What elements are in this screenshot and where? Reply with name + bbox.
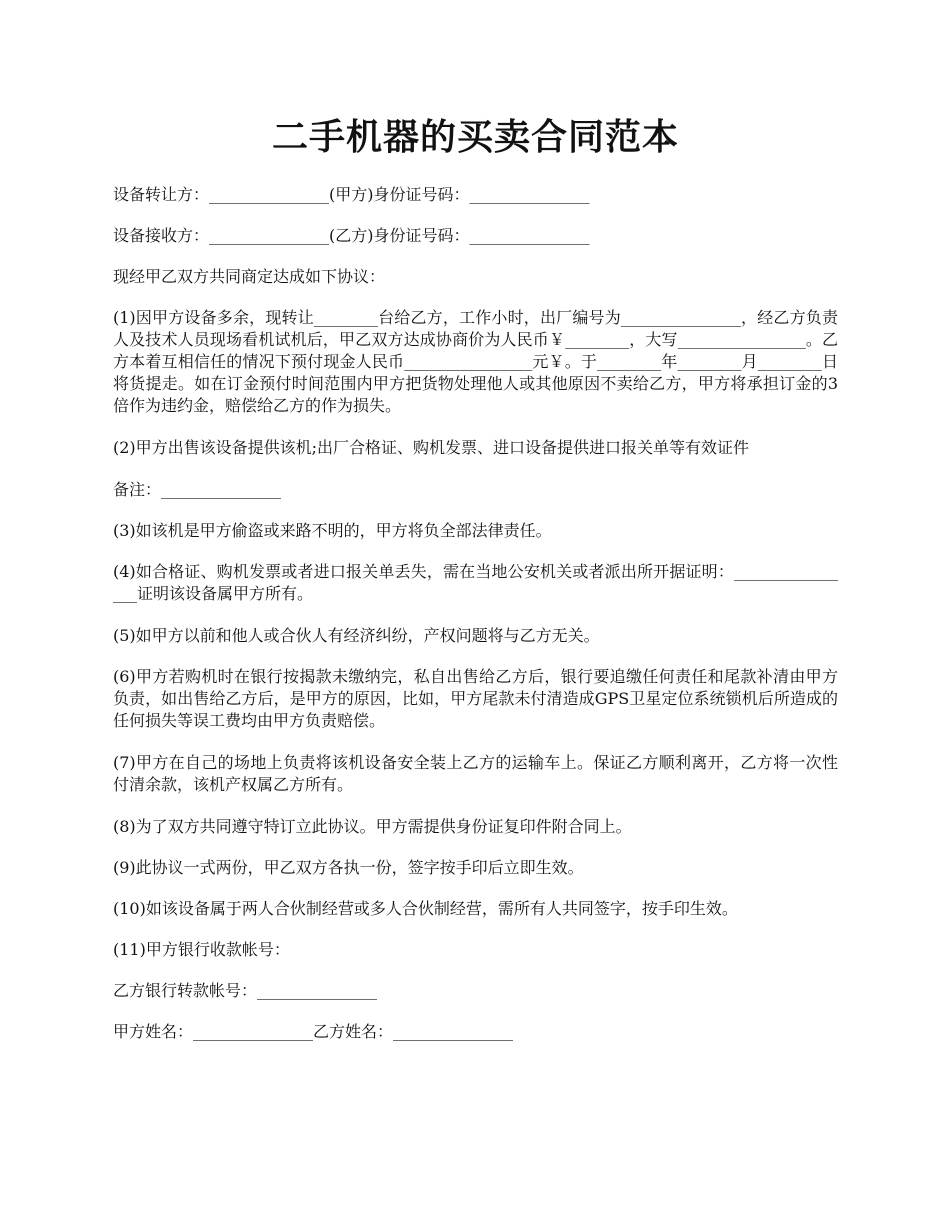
remarks-line: 备注：_______________ [113,480,282,499]
clause-6: (6)甲方若购机时在银行按揭款未缴纳完，私自出售给乙方后，银行要追缴任何责任和尾款补清由甲方负责，如出售给乙方后，是甲方的原因，比如，甲方尾款未付清造成GPS卫星定位系统锁机后所造成的任何损失等误工费均由甲方负责赔偿。 [113,667,838,730]
clause-10: (10)如该设备属于两人合伙制经营或多人合伙制经营，需所有人共同签字，按手印生效。 [113,899,738,918]
clause-7: (7)甲方在自己的场地上负责将该机设备安全装上乙方的运输车上。保证乙方顺利离开，乙方将一次性付清余款，该机产权属乙方所有。 [113,753,838,794]
clause-3: (3)如该机是甲方偷盗或来路不明的，甲方将负全部法律责任。 [113,521,552,540]
signature-names-line: 甲方姓名：_______________乙方姓名：_______________ [113,1022,514,1041]
clause-1: (1)因甲方设备多余，现转让________台给乙方，工作小时，出厂编号为_______________，经乙方负责人及技术人员现场看机试机后，甲乙双方达成协商价为人民币￥________，大写________________。乙方本着互相信任的情况下预付现金人民币________________元￥。于________年________月________日将货提走。如在订金预付时间范围内甲方把货物处理他人或其他原因不卖给乙方，甲方将承担订金的3倍作为违约金，赔偿给乙方的作为损失。 [113,308,838,415]
document-page [113,0,838,1062]
clause-11: (11)甲方银行收款帐号： [113,940,290,959]
clause-4: (4)如合格证、购机发票或者进口报关单丢失，需在当地公安机关或者派出所开据证明：________________证明该设备属甲方所有。 [113,562,838,603]
agreement-intro: 现经甲乙双方共同商定达成如下协议： [113,267,386,286]
document-title: 二手机器的买卖合同范本 [271,116,679,158]
clause-5: (5)如甲方以前和他人或合伙人有经济纠纷，产权问题将与乙方无关。 [113,626,600,645]
receiver-line: 设备接收方：_______________(乙方)身份证号码：_______________ [113,226,590,245]
clause-2: (2)甲方出售该设备提供该机;出厂合格证、购机发票、进口设备提供进口报关单等有效证件 [113,438,750,457]
transferor-line: 设备转让方：_______________(甲方)身份证号码：_______________ [113,185,590,204]
clause-9: (9)此协议一式两份，甲乙双方各执一份，签字按手印后立即生效。 [113,858,584,877]
document-body [113,184,838,1043]
party-b-bank-account-line: 乙方银行转款帐号：_______________ [113,981,378,1000]
clause-8: (8)为了双方共同遵守特订立此协议。甲方需提供身份证复印件附合同上。 [113,817,632,836]
